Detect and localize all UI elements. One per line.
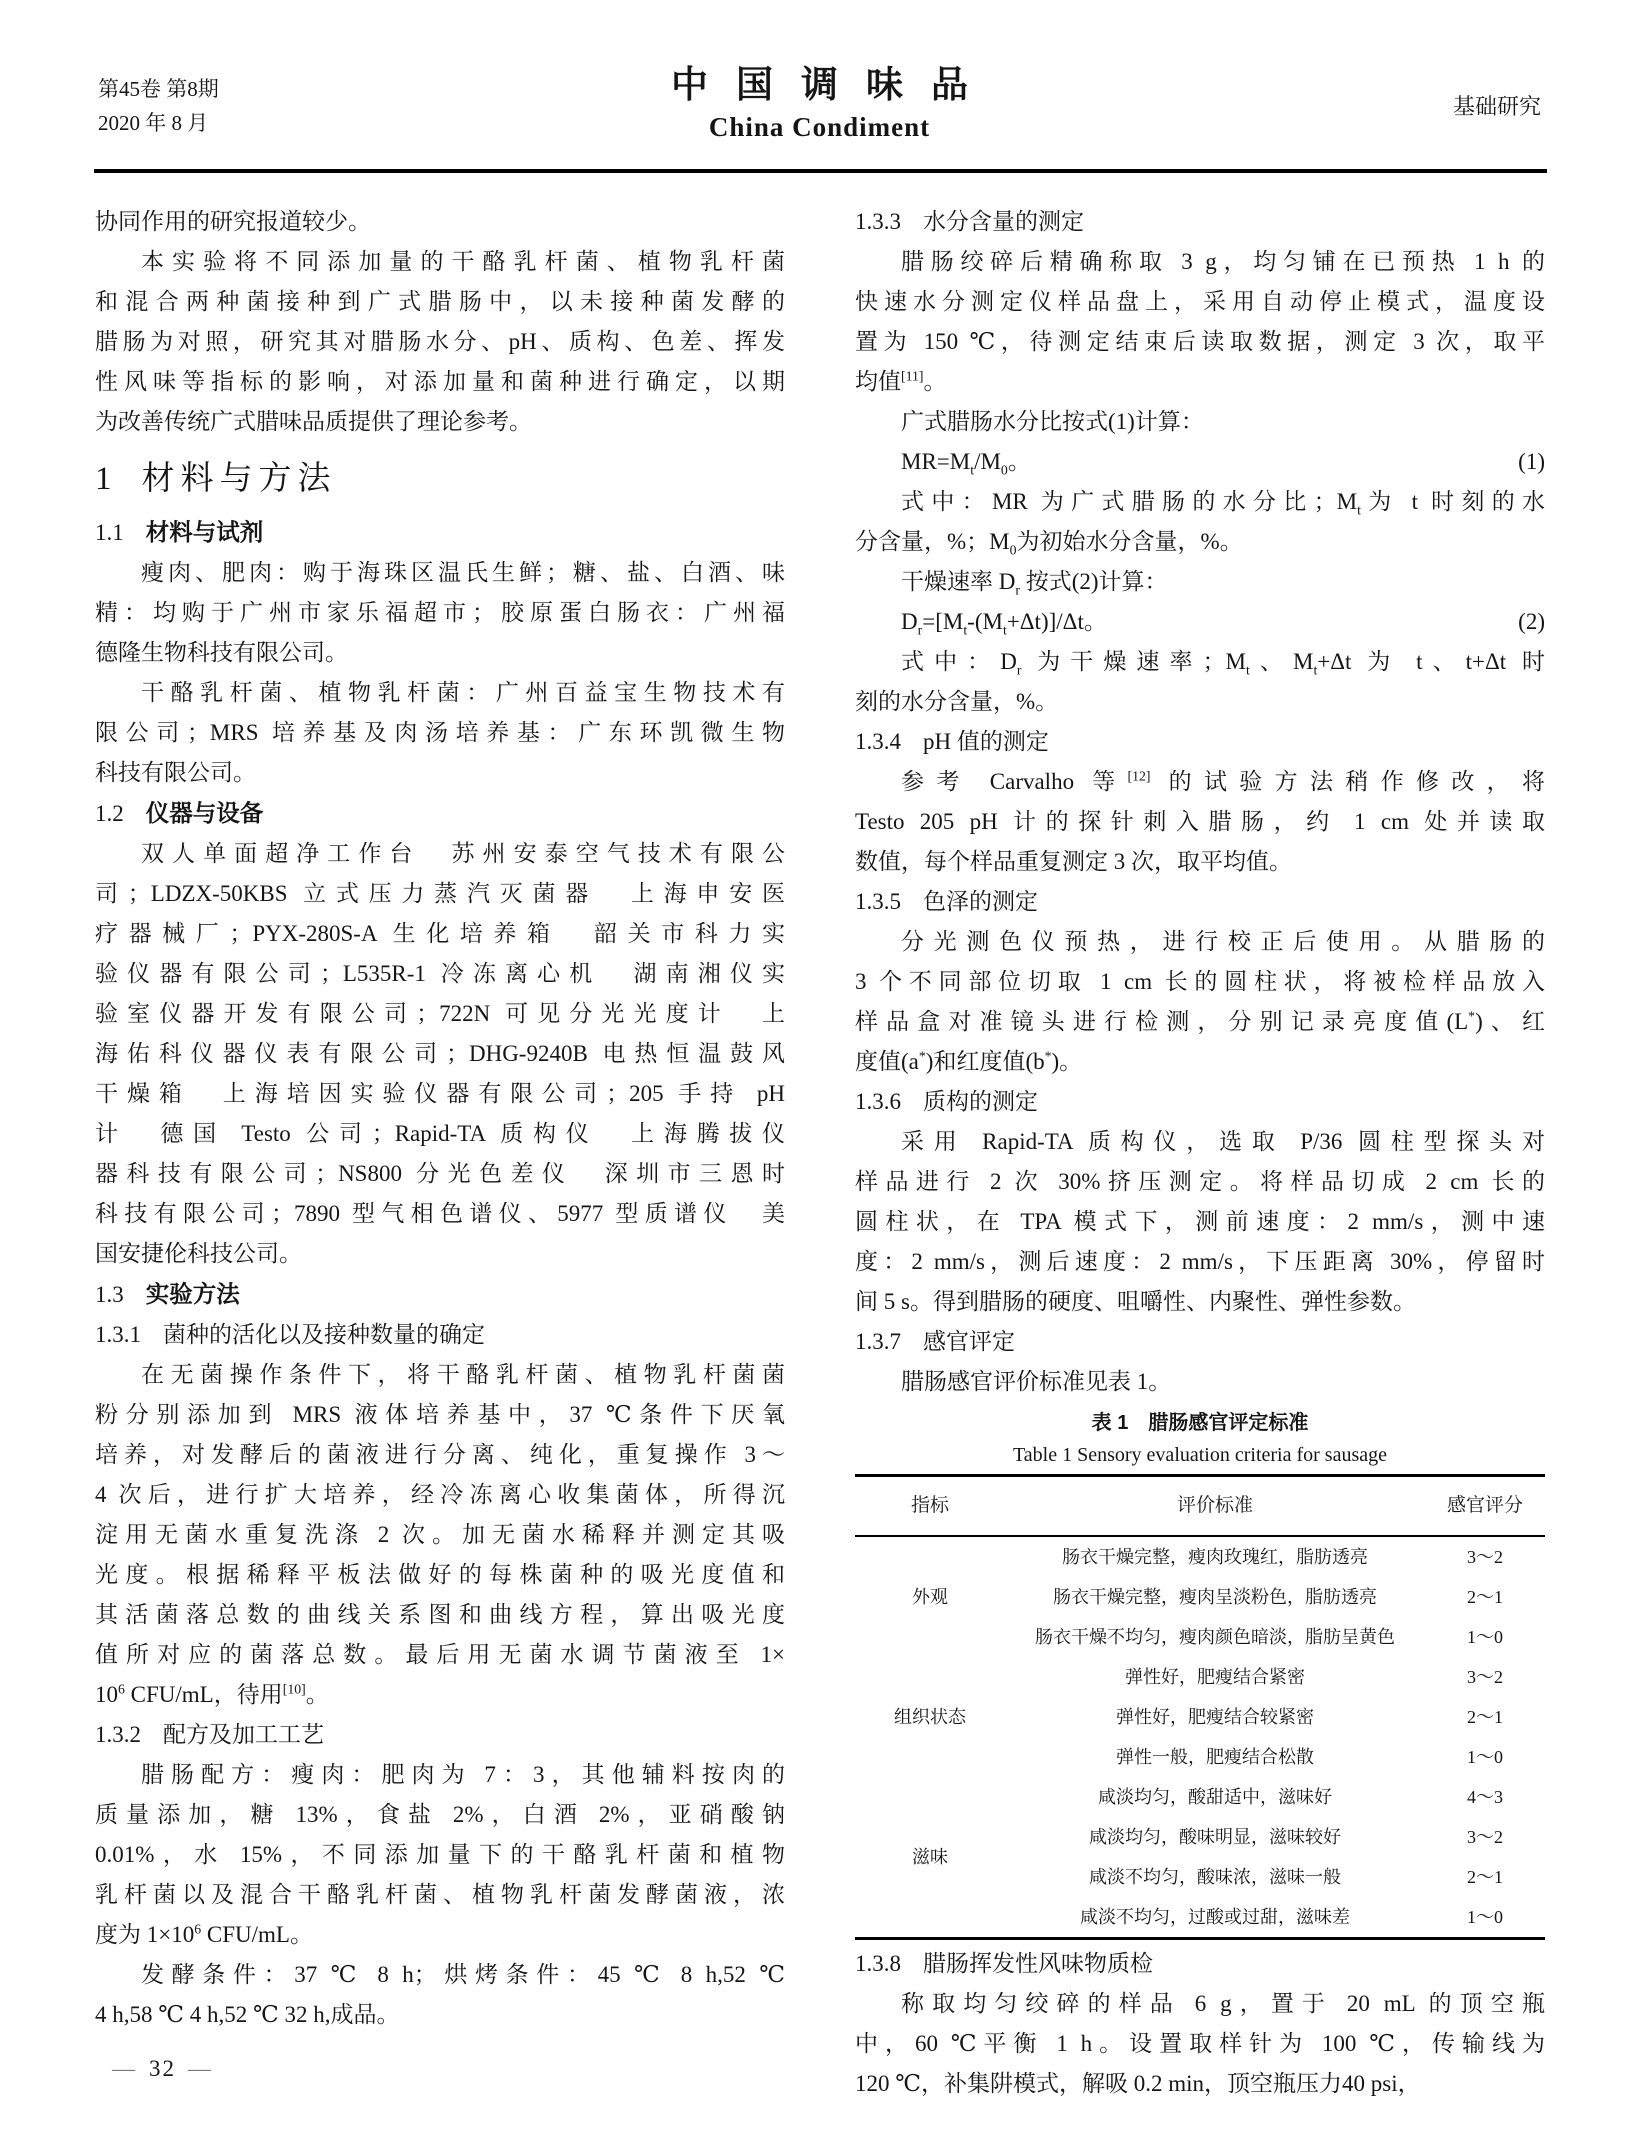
- text-line: 腊肠感官评价标准见表 1。: [901, 1369, 1172, 1394]
- section-number: 1.3.5: [855, 889, 901, 914]
- text-line: 腊肠为对照，研究其对腊肠水分、pH、质构、色差、挥发: [95, 329, 785, 354]
- text-line: 乳杆菌以及混合干酪乳杆菌、植物乳杆菌发酵菌液，浓: [95, 1882, 785, 1907]
- left-column: [95, 202, 785, 2035]
- text-line: 样品进行 2 次 30%挤压测定。将样品切成 2 cm 长的: [855, 1169, 1545, 1194]
- section-heading-1-3-3: [855, 202, 1545, 242]
- text-line: Testo 205 pH 计的探针刺入腊肠，约 1 cm 处并读取: [855, 809, 1545, 834]
- section-heading-1-2: [95, 793, 785, 834]
- section-title: 仪器与设备: [145, 800, 264, 826]
- text-line: 腊肠配方：瘦肉：肥肉为 7：3，其他辅料按肉的: [141, 1762, 785, 1787]
- journal-title-cn: 中国调味品: [671, 64, 996, 105]
- column-header: 评价标准: [1176, 1495, 1253, 1516]
- text-line: 120 ℃，补集阱模式，解吸 0.2 min，顶空瓶压力40 psi，: [855, 2071, 1421, 2096]
- text-line: 中，60 ℃平衡 1 h。设置取样针为 100 ℃，传输线为: [855, 2031, 1545, 2056]
- column-header: 感官评分: [1446, 1495, 1523, 1516]
- section-heading-1-3-5: [855, 882, 1545, 922]
- section-heading-1-3-6: [855, 1082, 1545, 1122]
- criteria-cell: 肠衣干燥完整，瘦肉呈淡粉色，脂肪透亮: [1053, 1587, 1377, 1607]
- text-line: 协同作用的研究报道较少。: [95, 209, 371, 234]
- section-title: pH 值的测定: [923, 729, 1049, 754]
- section-title: 配方及加工工艺: [163, 1722, 324, 1747]
- text-line: 分含量，%；$M_0$为初始水分含量，%。: [855, 529, 1243, 558]
- table-row: [855, 1777, 1545, 1817]
- criteria-cell: 肠衣干燥不均匀，瘦肉颜色暗淡，脂肪呈黄色: [1035, 1627, 1395, 1647]
- text-line: 广式腊肠水分比按式(1)计算：: [901, 409, 1204, 434]
- text-line: 置为 150 ℃，待测定结束后读取数据，测定 3 次，取平: [855, 329, 1545, 354]
- section-title: 感官评定: [923, 1329, 1015, 1354]
- text-line: 0.01%，水 15%，不同添加量下的干酪乳杆菌和植物: [95, 1842, 785, 1867]
- table-title-cn: 表 1 腊肠感官评定标准: [1091, 1412, 1309, 1434]
- section-number: 1.3.8: [855, 1951, 901, 1976]
- score-cell: 1～0: [1467, 1907, 1503, 1927]
- text-line: 圆柱状，在 TPA 模式下，测前速度：2 mm/s，测中速: [855, 1209, 1545, 1234]
- text-line: 度：2 mm/s，测后速度：2 mm/s，下压距离 30%，停留时: [855, 1249, 1545, 1274]
- text-line: 3 个不同部位切取 1 cm 长的圆柱状，将被检样品放入: [855, 969, 1545, 994]
- text-line: 培养，对发酵后的菌液进行分离、纯化，重复操作 3～: [95, 1442, 785, 1467]
- criteria-cell: 咸淡不均匀，过酸或过甜，滋味差: [1080, 1907, 1350, 1927]
- text-line: 干燥箱 上海培因实验仪器有限公司；205 手持 pH: [95, 1081, 785, 1106]
- section-number: 1: [95, 461, 112, 497]
- journal-title-block: [0, 54, 1639, 143]
- text-line: 其活菌落总数的曲线关系图和曲线方程，算出吸光度: [95, 1602, 785, 1627]
- text-line: 本实验将不同添加量的干酪乳杆菌、植物乳杆菌: [141, 249, 785, 274]
- text-line: 精：均购于广州市家乐福超市；胶原蛋白肠衣：广州福: [95, 600, 785, 625]
- text-line: 海佑科仪器仪表有限公司；DHG-9240B 电热恒温鼓风: [95, 1041, 785, 1066]
- criteria-cell: 弹性好，肥瘦结合较紧密: [1116, 1707, 1314, 1727]
- volume-issue: 第45卷 第8期: [98, 77, 219, 101]
- header-rule: [94, 169, 1547, 173]
- score-cell: 2～1: [1467, 1867, 1503, 1887]
- page-footer: [100, 2056, 225, 2082]
- criteria-cell: 咸淡不均匀，酸味浓，滋味一般: [1089, 1867, 1341, 1887]
- text-line: 淀用无菌水重复洗涤 2 次。加无菌水稀释并测定其吸: [95, 1522, 785, 1547]
- section-title: 菌种的活化以及接种数量的确定: [163, 1322, 485, 1347]
- section-title: 材料与方法: [141, 461, 337, 497]
- text-line: 在无菌操作条件下，将干酪乳杆菌、植物乳杆菌菌: [141, 1362, 785, 1387]
- text-line: 质量添加，糖 13%，食盐 2%，白酒 2%，亚硝酸钠: [95, 1802, 785, 1827]
- journal-title-en: China Condiment: [708, 112, 931, 142]
- text-line: 限公司；MRS 培养基及肉汤培养基：广东环凯微生物: [95, 720, 785, 745]
- section-heading-1-3: [95, 1274, 785, 1315]
- text-line: 为改善传统广式腊味品质提供了理论参考。: [95, 409, 532, 434]
- section-title: 色泽的测定: [923, 889, 1038, 914]
- section-heading-1-1: [95, 512, 785, 553]
- section-title: 腊肠挥发性风味物质检: [923, 1951, 1153, 1976]
- score-cell: 2～1: [1467, 1707, 1503, 1727]
- text-line: 疗器械厂；PYX-280S-A 生化培养箱 韶关市科力实: [95, 921, 785, 946]
- text-line: 腊肠绞碎后精确称取 3 g，均匀铺在已预热 1 h 的: [901, 249, 1545, 274]
- score-cell: 4～3: [1467, 1787, 1503, 1807]
- text-line: 干燥速率 $D_r$ 按式(2)计算：: [901, 569, 1168, 598]
- section-number: 1.3: [95, 1282, 124, 1307]
- text-line: 间 5 s。得到腊肠的硬度、咀嚼性、内聚性、弹性参数。: [855, 1289, 1416, 1314]
- table-row: [855, 1657, 1545, 1697]
- criteria-cell: 肠衣干燥完整，瘦肉玫瑰红，脂肪透亮: [1062, 1547, 1368, 1567]
- criteria-cell: 弹性一般，肥瘦结合松散: [1116, 1747, 1314, 1767]
- text-line: 瘦肉、肥肉：购于海珠区温氏生鲜；糖、盐、白酒、味: [141, 560, 785, 585]
- text-line: 式中：$D_r$ 为干燥速率；$M_t$、$M_t+\Delta t$ 为 t、t+Δt 时: [901, 649, 1545, 678]
- section-number: 1.3.1: [95, 1322, 141, 1347]
- section-number: 1.3.4: [855, 729, 901, 754]
- text-line: 4 h,58 ℃ 4 h,52 ℃ 32 h,成品。: [95, 2002, 400, 2027]
- score-cell: 1～0: [1467, 1747, 1503, 1767]
- text-line: 度值(a*)和红度值(b*)。: [855, 1048, 1083, 1074]
- text-line: 均值[11]。: [855, 368, 947, 394]
- section-title: 材料与试剂: [145, 519, 264, 545]
- text-line: 司；LDZX-50KBS 立式压力蒸汽灭菌器 上海申安医: [95, 881, 785, 906]
- text-line: 验仪器有限公司；L535R-1 冷冻离心机 湖南湘仪实: [95, 961, 785, 986]
- sensory-evaluation-table: [855, 1474, 1545, 1940]
- table-row: [855, 1536, 1545, 1577]
- text-line: 式中：MR 为广式腊肠的水分比；$M_t$为 t 时刻的水: [901, 489, 1546, 518]
- score-cell: 3～2: [1467, 1547, 1503, 1567]
- section-title: 质构的测定: [923, 1089, 1038, 1114]
- section-title: 水分含量的测定: [923, 209, 1084, 234]
- section-number: 1.3.6: [855, 1089, 901, 1114]
- equation-1: [855, 442, 1545, 482]
- text-line: 称取均匀绞碎的样品 6 g，置于 20 mL 的顶空瓶: [901, 1991, 1545, 2016]
- score-cell: 3～2: [1467, 1827, 1503, 1847]
- section-heading-1-3-1: [95, 1315, 785, 1355]
- text-line: 发酵条件：37 ℃ 8 h；烘烤条件：45 ℃ 8 h,52 ℃: [141, 1962, 785, 1987]
- text-line: 度为 $1\times 10^6$ CFU/mL。: [95, 1921, 313, 1947]
- text-line: 粉分别添加到 MRS 液体培养基中，37 ℃条件下厌氧: [95, 1402, 785, 1427]
- equation-2: [855, 602, 1545, 642]
- section-label: 基础研究: [1452, 94, 1541, 119]
- criteria-cell: 咸淡均匀，酸味明显，滋味较好: [1089, 1827, 1341, 1847]
- text-line: 数值，每个样品重复测定 3 次，取平均值。: [855, 849, 1292, 874]
- text-line: 国安捷伦科技公司。: [95, 1241, 302, 1266]
- issue-date: 2020 年 8 月: [98, 111, 209, 135]
- text-line: 干酪乳杆菌、植物乳杆菌：广州百益宝生物技术有: [141, 680, 785, 705]
- section-number: 1.1: [95, 520, 124, 545]
- text-line: 和混合两种菌接种到广式腊肠中，以未接种菌发酵的: [95, 289, 785, 314]
- text-line: 刻的水分含量，%。: [855, 689, 1059, 714]
- equation-formula: $MR=M_t/M_0$。: [901, 449, 1031, 478]
- section-heading-1: [95, 456, 785, 502]
- right-column: [855, 202, 1545, 2104]
- group-label: 滋味: [912, 1847, 948, 1867]
- text-line: 快速水分测定仪样品盘上，采用自动停止模式，温度设: [855, 289, 1545, 314]
- section-heading-1-3-4: [855, 722, 1545, 762]
- footer-dash: —: [188, 2056, 213, 2081]
- table-title-en: Table 1 Sensory evaluation criteria for sausage: [1012, 1444, 1387, 1466]
- text-line: 光度。根据稀释平板法做好的每株菌种的吸光度值和: [95, 1562, 785, 1587]
- text-line: 参考 Carvalho 等[12] 的试验方法稍作修改，将: [901, 768, 1546, 794]
- text-line: 科技有限公司。: [95, 760, 256, 785]
- text-line: 德隆生物科技有限公司。: [95, 640, 348, 665]
- group-label: 外观: [912, 1587, 948, 1607]
- table-header-row: [855, 1476, 1545, 1537]
- score-cell: 1～0: [1467, 1627, 1503, 1647]
- section-heading-1-3-8: [855, 1944, 1545, 1984]
- text-line: 值所对应的菌落总数。最后用无菌水调节菌液至 1×: [95, 1642, 785, 1667]
- page-number: 32: [149, 2056, 176, 2081]
- equation-number: (1): [1518, 449, 1545, 474]
- equation-formula: $D_r=[M_t-(M_t+\Delta t)]/\Delta t$。: [901, 609, 1107, 638]
- section-number: 1.3.7: [855, 1329, 901, 1354]
- section-heading-1-3-7: [855, 1322, 1545, 1362]
- footer-dash: —: [112, 2056, 137, 2081]
- text-line: 器科技有限公司；NS800 分光色差仪 深圳市三恩时: [95, 1161, 785, 1186]
- text-line: 采用 Rapid-TA 质构仪，选取 P/36 圆柱型探头对: [901, 1129, 1545, 1154]
- score-cell: 3～2: [1467, 1667, 1503, 1687]
- text-line: 样品盒对准镜头进行检测，分别记录亮度值(L*)、红: [855, 1008, 1545, 1034]
- section-heading-1-3-2: [95, 1715, 785, 1755]
- text-line: 科技有限公司；7890 型气相色谱仪、5977 型质谱仪 美: [95, 1201, 785, 1226]
- section-number: 1.2: [95, 801, 124, 826]
- section-number: 1.3.3: [855, 209, 901, 234]
- text-line: 计 德国 Testo 公司；Rapid-TA 质构仪 上海腾拔仪: [95, 1121, 785, 1146]
- column-header: 指标: [910, 1495, 949, 1516]
- text-line: 验室仪器开发有限公司；722N 可见分光光度计 上: [95, 1001, 785, 1026]
- text-line: 分光测色仪预热，进行校正后使用。从腊肠的: [901, 929, 1545, 954]
- section-title: 实验方法: [145, 1281, 240, 1307]
- text-line: 4 次后，进行扩大培养，经冷冻离心收集菌体，所得沉: [95, 1482, 785, 1507]
- group-label: 组织状态: [894, 1707, 966, 1727]
- text-line: $10^6$ CFU/mL，待用[10]。: [95, 1681, 329, 1707]
- equation-number: (2): [1518, 609, 1545, 634]
- criteria-cell: 弹性好，肥瘦结合紧密: [1125, 1667, 1305, 1687]
- score-cell: 2～1: [1467, 1587, 1503, 1607]
- criteria-cell: 咸淡均匀，酸甜适中，滋味好: [1098, 1787, 1332, 1807]
- section-number: 1.3.2: [95, 1722, 141, 1747]
- text-line: 双人单面超净工作台 苏州安泰空气技术有限公: [141, 841, 785, 866]
- text-line: 性风味等指标的影响，对添加量和菌种进行确定，以期: [95, 369, 785, 394]
